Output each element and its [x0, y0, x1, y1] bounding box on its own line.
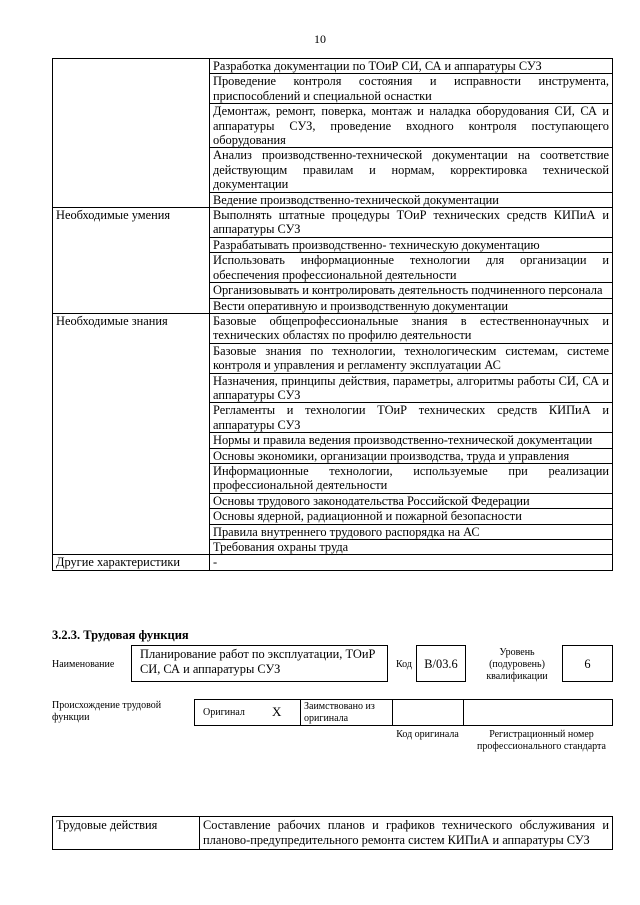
row-label	[53, 59, 210, 208]
table-row	[53, 208, 613, 238]
row-value: Основы трудового законодательства Российской Федерации	[210, 493, 613, 508]
row-value: Базовые знания по технологии, технологическим системам, системе контроля и управления и регламенту эксплуатации АС	[210, 343, 613, 373]
requirements-table	[52, 58, 613, 571]
row-value: Анализ производственно-технической документации на соответствие действующим правилам и нормам, корректировка технической документации	[210, 148, 613, 192]
row-value: Основы экономики, организации производства, труда и управления	[210, 448, 613, 463]
original-mark: X	[272, 704, 282, 719]
row-value: Базовые общепрофессиональные знания в естественнонаучных и технических областях по профилю деятельности	[210, 313, 613, 343]
row-label: Необходимые знания	[53, 313, 210, 555]
code-original-label: Код оригинала	[396, 729, 459, 740]
function-name: Планирование работ по эксплуатации, ТОиР СИ, СА и аппаратуры СУЗ	[140, 647, 376, 676]
section-heading: 3.2.3. Трудовая функция	[52, 628, 189, 642]
row-value: Требования охраны труда	[210, 540, 613, 555]
row-value: Основы ядерной, радиационной и пожарной безопасности	[210, 509, 613, 524]
row-value: Разрабатывать производственно- техническую документацию	[210, 237, 613, 252]
level-box	[562, 645, 613, 682]
code-value: B/03.6	[424, 657, 458, 671]
row-value: Выполнять штатные процедуры ТОиР технических средств КИПиА и аппаратуры СУЗ	[210, 208, 613, 238]
code-label: Код	[396, 659, 412, 670]
row-value: -	[210, 555, 613, 570]
registration-number-label: Регистрационный номер профессионального стандарта	[477, 729, 606, 752]
actions-label: Трудовые действия	[53, 817, 200, 850]
table-row	[53, 817, 613, 850]
row-value: Ведение производственно-технической документации	[210, 192, 613, 207]
actions-item: Составление рабочих планов и графиков технического обслуживания и планово-предупредительного ремонта систем КИПиА и аппаратуры СУЗ	[200, 817, 613, 850]
table-row	[53, 59, 613, 74]
origin-box	[194, 699, 613, 726]
page-number: 10	[314, 32, 326, 46]
row-value: Разработка документации по ТОиР СИ, СА и аппаратуры СУЗ	[210, 59, 613, 74]
row-value: Проведение контроля состояния и исправности инструмента, приспособлений и специальной оснастки	[210, 74, 613, 104]
row-label: Другие характеристики	[53, 555, 210, 570]
table-row	[53, 313, 613, 343]
origin-divider-3	[463, 699, 464, 726]
row-value: Назначения, принципы действия, параметры, алгоритмы работы СИ, СА и аппаратуры СУЗ	[210, 373, 613, 403]
row-value: Регламенты и технологии ТОиР технических средств КИПиА и аппаратуры СУЗ	[210, 403, 613, 433]
origin-divider-1	[300, 699, 301, 726]
table-row	[53, 555, 613, 570]
row-value: Нормы и правила ведения производственно-технической документации	[210, 433, 613, 448]
row-value: Вести оперативную и производственную документации	[210, 298, 613, 313]
borrowed-label: Заимствовано из оригинала	[304, 701, 375, 724]
labor-actions-table	[52, 816, 613, 850]
row-value: Организовывать и контролировать деятельность подчиненного персонала	[210, 283, 613, 298]
level-label: Уровень (подуровень) квалификации	[486, 647, 548, 682]
origin-label: Происхождение трудовой функции	[52, 700, 162, 723]
row-value: Правила внутреннего трудового распорядка на АС	[210, 524, 613, 539]
level-value: 6	[584, 657, 591, 671]
code-box	[416, 645, 466, 682]
row-value: Информационные технологии, используемые при реализации профессиональной деятельности	[210, 463, 613, 493]
function-name-box	[131, 645, 388, 682]
row-value: Использовать информационные технологии для организации и обеспечения профессиональной деятельности	[210, 253, 613, 283]
origin-divider-2	[392, 699, 393, 726]
name-label: Наименование	[52, 659, 115, 670]
original-label: Оригинал	[203, 707, 245, 718]
row-label: Необходимые умения	[53, 208, 210, 314]
row-value: Демонтаж, ремонт, поверка, монтаж и наладка оборудования СИ, СА и аппаратуры СУЗ, проведение входного контроля поступающего оборудования	[210, 104, 613, 148]
